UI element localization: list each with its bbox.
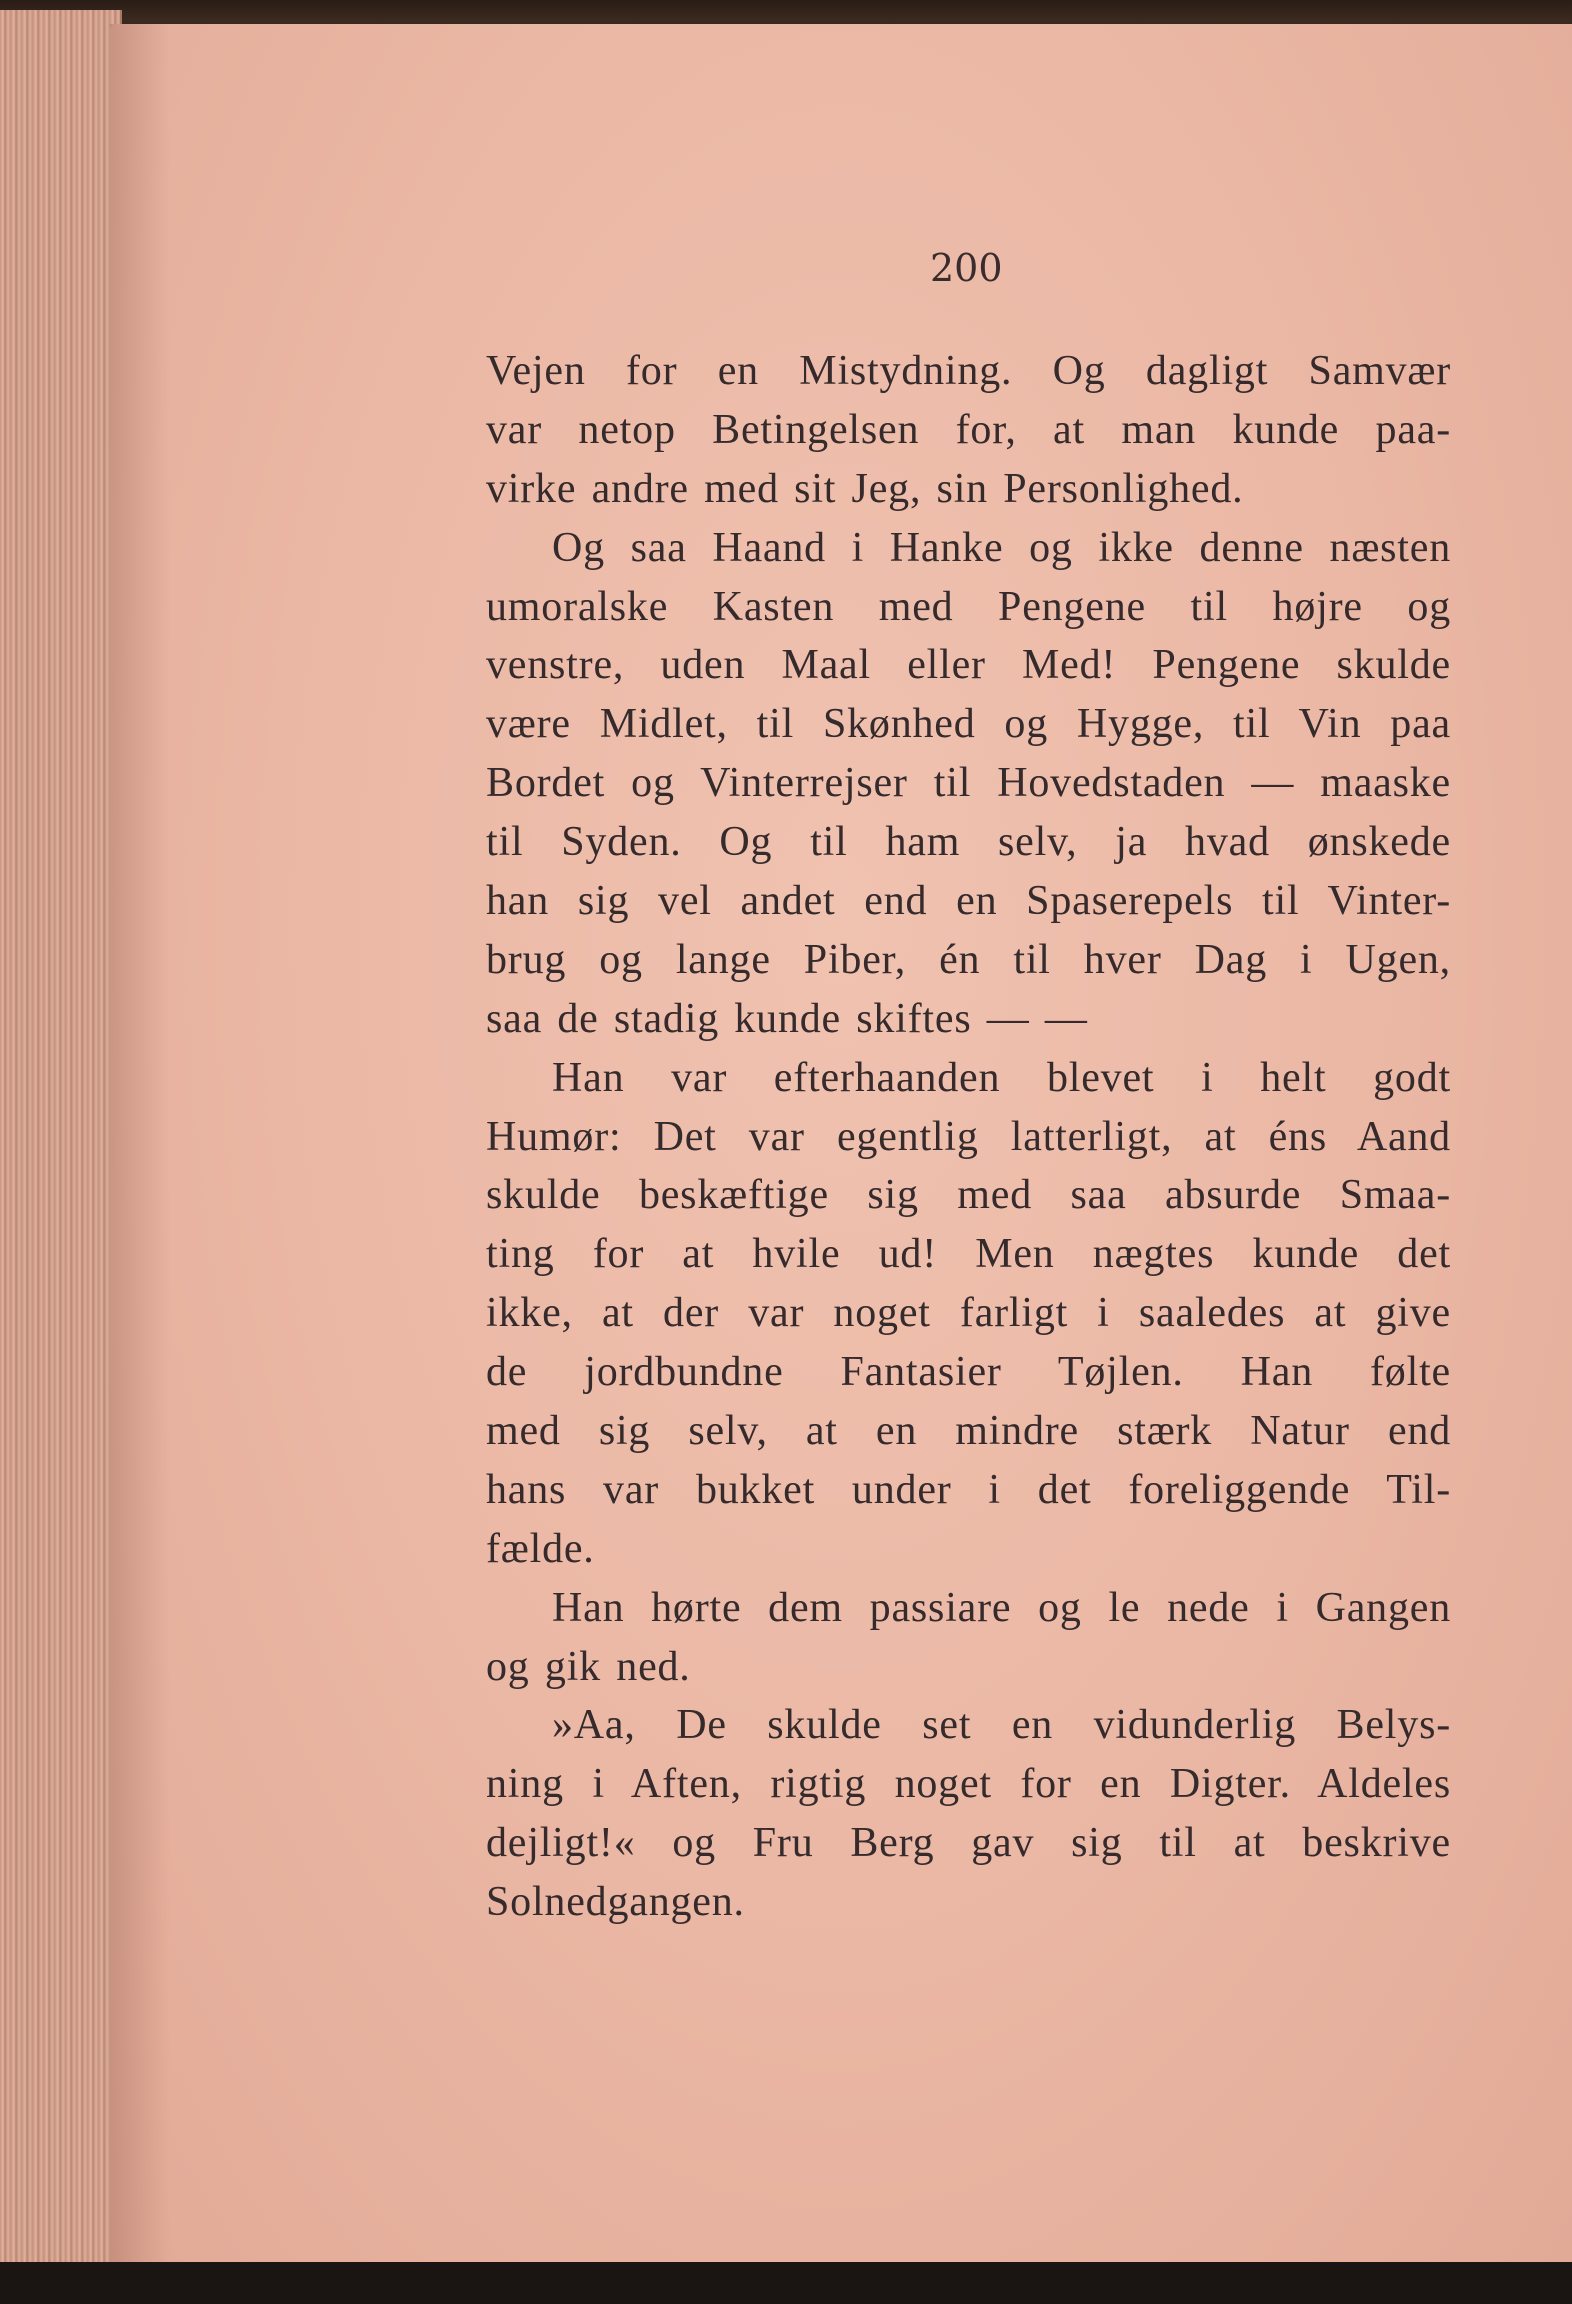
text-line: til Syden. Og til ham selv, ja hvad ønskede bbox=[486, 819, 1451, 866]
text-line: fælde. bbox=[486, 1525, 595, 1572]
text-line: saa de stadig kunde skiftes — — bbox=[486, 995, 1088, 1042]
text-line: Han var efterhaanden blevet i helt godt bbox=[552, 1054, 1451, 1101]
page-edges bbox=[0, 10, 122, 2270]
text-line: Vejen for en Mistydning. Og dagligt Samvær bbox=[486, 348, 1451, 394]
background-bottom bbox=[0, 2262, 1572, 2304]
text-line: de jordbundne Fantasier Tøjlen. Han følte bbox=[486, 1349, 1451, 1396]
text-line: være Midlet, til Skønhed og Hygge, til Vin paa bbox=[486, 701, 1451, 748]
text-line: ikke, at der var noget farligt i saaledes at give bbox=[486, 1290, 1451, 1337]
page-number: 200 bbox=[930, 246, 1003, 290]
text-line: Bordet og Vinterrejser til Hovedstaden — maaske bbox=[486, 760, 1451, 807]
text-line: Han hørte dem passiare og le nede i Gangen bbox=[552, 1584, 1451, 1631]
text-line: dejligt!« og Fru Berg gav sig til at beskrive bbox=[486, 1820, 1451, 1867]
text-line: ting for at hvile ud! Men nægtes kunde det bbox=[486, 1231, 1451, 1278]
text-line: virke andre med sit Jeg, sin Personlighed. bbox=[486, 465, 1244, 512]
text-line: skulde beskæftige sig med saa absurde Smaa- bbox=[486, 1172, 1451, 1219]
text-line: venstre, uden Maal eller Med! Pengene skulde bbox=[486, 642, 1451, 689]
text-line: og gik ned. bbox=[486, 1643, 691, 1690]
text-line: umoralske Kasten med Pengene til højre og bbox=[486, 583, 1451, 630]
text-line: Og saa Haand i Hanke og ikke denne næsten bbox=[552, 524, 1451, 571]
text-line: ning i Aften, rigtig noget for en Digter. Aldeles bbox=[486, 1761, 1451, 1808]
text-line: var netop Betingelsen for, at man kunde paa- bbox=[486, 406, 1451, 453]
text-line: »Aa, De skulde set en vidunderlig Belys- bbox=[552, 1702, 1451, 1749]
text-line: Solnedgangen. bbox=[486, 1879, 745, 1926]
text-line: hans var bukket under i det foreliggende Til- bbox=[486, 1466, 1451, 1513]
text-line: han sig vel andet end en Spaserepels til Vinter- bbox=[486, 878, 1451, 925]
text-line: med sig selv, at en mindre stærk Natur end bbox=[486, 1408, 1451, 1455]
text-line: brug og lange Piber, én til hver Dag i Ugen, bbox=[486, 936, 1451, 983]
text-line: Humør: Det var egentlig latterligt, at éns Aand bbox=[486, 1113, 1451, 1160]
body-text bbox=[486, 342, 1451, 1932]
